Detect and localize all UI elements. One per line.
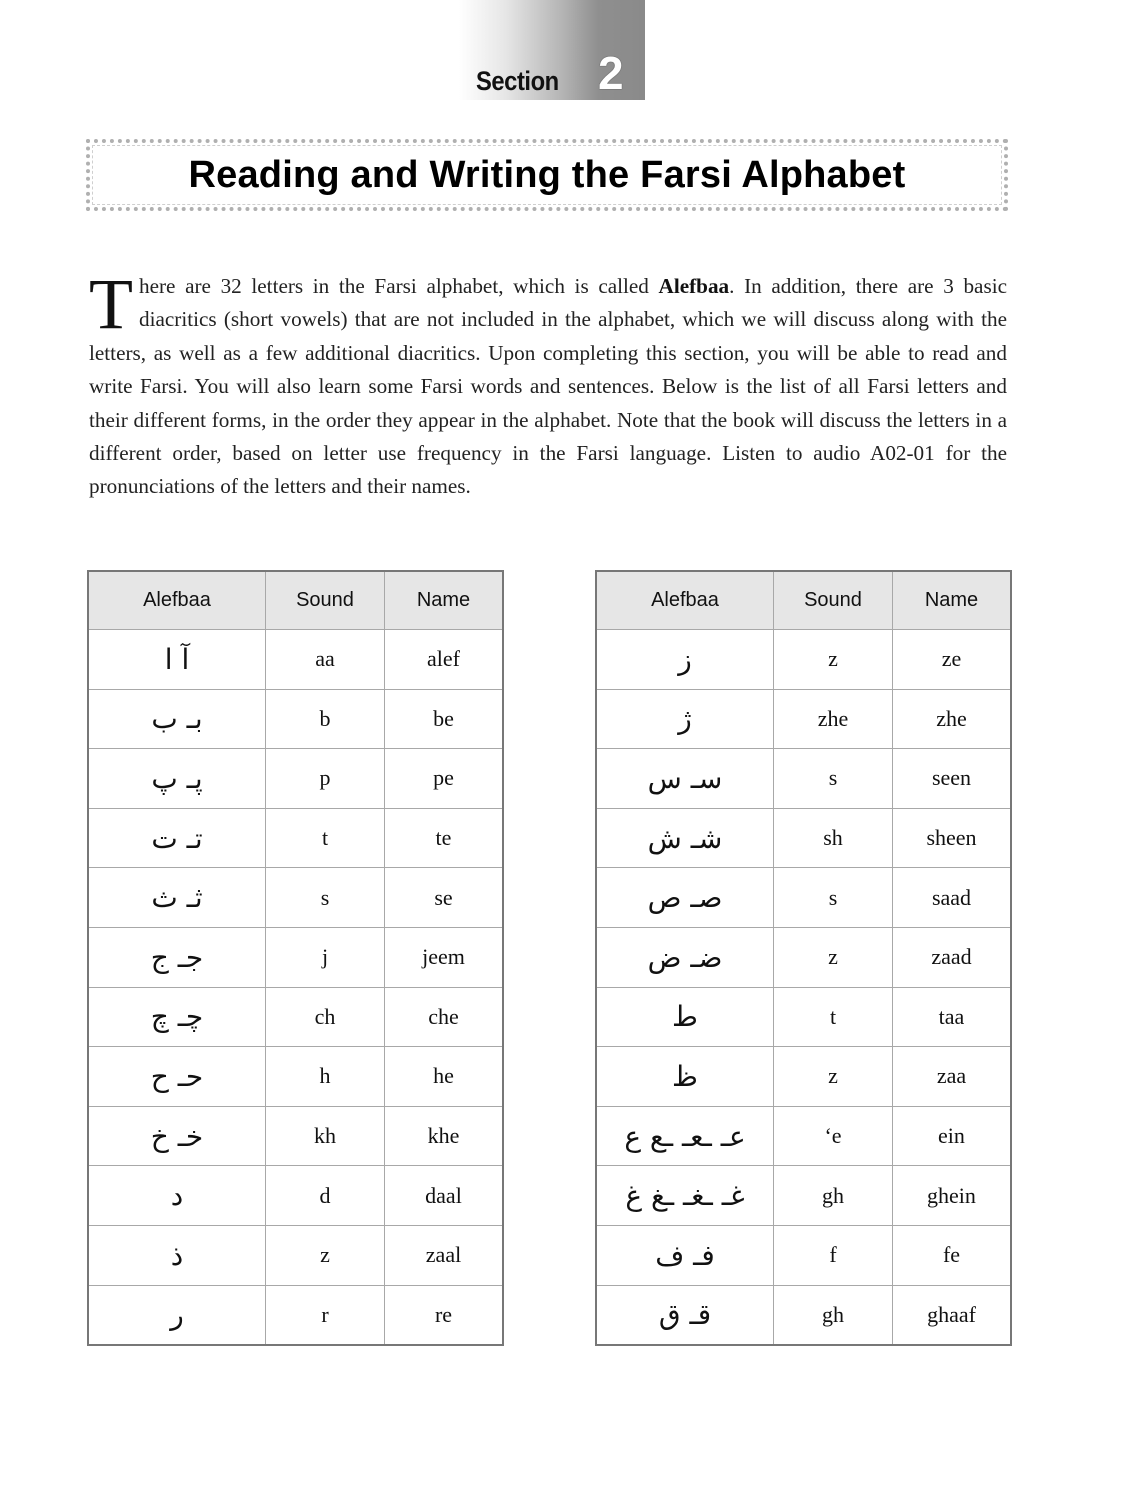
letter-name: se	[385, 868, 504, 928]
letter-name: be	[385, 689, 504, 749]
header-sound: Sound	[774, 571, 893, 630]
letter-name: ghaaf	[893, 1285, 1012, 1345]
header-name: Name	[385, 571, 504, 630]
header-name: Name	[893, 571, 1012, 630]
letter-sound: aa	[266, 630, 385, 690]
letter-name: pe	[385, 749, 504, 809]
letter-name: re	[385, 1285, 504, 1345]
intro-paragraph	[89, 264, 1007, 504]
letter-sound: kh	[266, 1106, 385, 1166]
letter-sound: b	[266, 689, 385, 749]
table-row	[596, 630, 1011, 690]
letter-name: alef	[385, 630, 504, 690]
intro-text-rest: . In addition, there are 3 basic diacritics (short vowels) that are not included in the alphabet, which we will discuss along with the letters, as well as a few additional diacritics. Upon completing this section, you will be able to read and write Farsi. You will also learn some Farsi words and sentences. Below is the list of all Farsi letters and their different forms, in the order they appear in the alphabet. Note that the book will discuss the letters in a different order, based on letter use frequency in the Farsi language. Listen to audio A02-01 for the pronunciations of the letters and their names.	[89, 274, 1007, 499]
letter-forms: حـ ح	[88, 1047, 266, 1107]
letter-forms: آ ا	[88, 630, 266, 690]
table-header-row	[88, 571, 503, 630]
letter-sound: f	[774, 1225, 893, 1285]
letter-name: jeem	[385, 927, 504, 987]
letter-forms: ثـ ث	[88, 868, 266, 928]
table-row	[88, 749, 503, 809]
table-row	[596, 749, 1011, 809]
letter-name: fe	[893, 1225, 1012, 1285]
letter-name: ze	[893, 630, 1012, 690]
letter-name: he	[385, 1047, 504, 1107]
letter-sound: s	[774, 749, 893, 809]
letter-forms: د	[88, 1166, 266, 1226]
letter-name: te	[385, 808, 504, 868]
letter-name: sheen	[893, 808, 1012, 868]
header-alefbaa: Alefbaa	[88, 571, 266, 630]
letter-forms: ظ	[596, 1047, 774, 1107]
letter-forms: ر	[88, 1285, 266, 1345]
letter-forms: قـ ق	[596, 1285, 774, 1345]
table-row	[88, 1285, 503, 1345]
intro-bold-term: Alefbaa	[658, 274, 730, 298]
table-row	[596, 927, 1011, 987]
letter-sound: p	[266, 749, 385, 809]
letter-forms: صـ ص	[596, 868, 774, 928]
letter-name: che	[385, 987, 504, 1047]
header-sound: Sound	[266, 571, 385, 630]
header-alefbaa: Alefbaa	[596, 571, 774, 630]
letter-sound: t	[266, 808, 385, 868]
table-row	[88, 1225, 503, 1285]
section-number: 2	[598, 47, 624, 99]
letter-forms: خـ خ	[88, 1106, 266, 1166]
letter-name: khe	[385, 1106, 504, 1166]
letter-forms: پـ پ	[88, 749, 266, 809]
letter-forms: عـ ـعـ ـع ع	[596, 1106, 774, 1166]
table-header-row	[596, 571, 1011, 630]
table-row	[88, 689, 503, 749]
letter-name: ein	[893, 1106, 1012, 1166]
table-row	[596, 1106, 1011, 1166]
table-row	[88, 987, 503, 1047]
letter-name: zaa	[893, 1047, 1012, 1107]
letter-forms: فـ ف	[596, 1225, 774, 1285]
table-row	[596, 808, 1011, 868]
table-row	[596, 1166, 1011, 1226]
letter-name: saad	[893, 868, 1012, 928]
letter-forms: ژ	[596, 689, 774, 749]
letter-name: zhe	[893, 689, 1012, 749]
alphabet-table-right	[595, 570, 1012, 1346]
table-row	[88, 1047, 503, 1107]
letter-forms: جـ ج	[88, 927, 266, 987]
letter-sound: sh	[774, 808, 893, 868]
letter-forms: تـ ت	[88, 808, 266, 868]
intro-text-start: here are 32 letters in the Farsi alphabet, which is called	[138, 274, 659, 298]
letter-sound: j	[266, 927, 385, 987]
table-row	[596, 689, 1011, 749]
letter-forms: چـ چ	[88, 987, 266, 1047]
title-banner	[86, 139, 1008, 211]
letter-forms: سـ س	[596, 749, 774, 809]
letter-sound: r	[266, 1285, 385, 1345]
table-row	[596, 1047, 1011, 1107]
letter-forms: ز	[596, 630, 774, 690]
table-row	[88, 630, 503, 690]
letter-forms: شـ ش	[596, 808, 774, 868]
letter-name: taa	[893, 987, 1012, 1047]
letter-name: zaal	[385, 1225, 504, 1285]
letter-name: daal	[385, 1166, 504, 1226]
letter-sound: z	[774, 630, 893, 690]
letter-sound: h	[266, 1047, 385, 1107]
table-row	[88, 927, 503, 987]
table-row	[88, 1166, 503, 1226]
letter-sound: ‘e	[774, 1106, 893, 1166]
drop-cap: T	[89, 264, 133, 344]
letter-name: zaad	[893, 927, 1012, 987]
letter-forms: غـ ـغـ ـغ غ	[596, 1166, 774, 1226]
table-row	[596, 987, 1011, 1047]
letter-sound: t	[774, 987, 893, 1047]
alphabet-table-left	[87, 570, 504, 1346]
letter-forms: بـ ب	[88, 689, 266, 749]
page-title: Reading and Writing the Farsi Alphabet	[188, 153, 906, 196]
table-row	[596, 1225, 1011, 1285]
table-row	[88, 808, 503, 868]
letter-sound: z	[774, 927, 893, 987]
letter-forms: ط	[596, 987, 774, 1047]
table-row	[596, 1285, 1011, 1345]
section-label: Section	[476, 66, 559, 96]
letter-sound: s	[774, 868, 893, 928]
letter-sound: gh	[774, 1166, 893, 1226]
letter-forms: ذ	[88, 1225, 266, 1285]
letter-sound: gh	[774, 1285, 893, 1345]
letter-sound: ch	[266, 987, 385, 1047]
letter-sound: z	[774, 1047, 893, 1107]
table-row	[88, 1106, 503, 1166]
letter-forms: ضـ ض	[596, 927, 774, 987]
letter-sound: zhe	[774, 689, 893, 749]
letter-sound: s	[266, 868, 385, 928]
letter-sound: d	[266, 1166, 385, 1226]
table-row	[88, 868, 503, 928]
table-row	[596, 868, 1011, 928]
letter-name: seen	[893, 749, 1012, 809]
letter-name: ghein	[893, 1166, 1012, 1226]
letter-sound: z	[266, 1225, 385, 1285]
